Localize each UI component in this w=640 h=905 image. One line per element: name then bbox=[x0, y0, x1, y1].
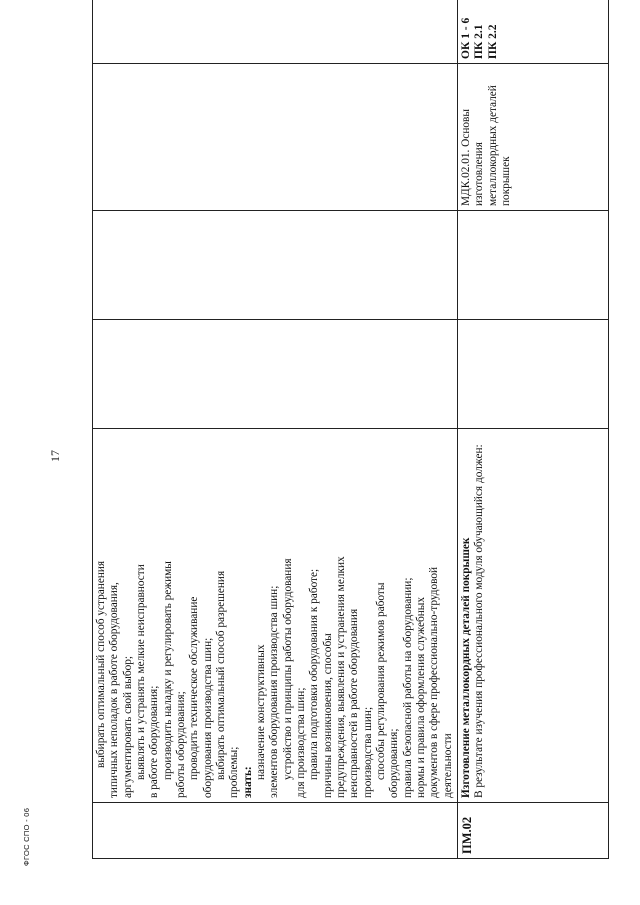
competencies-cell bbox=[93, 429, 458, 803]
module-intro: В результате изучения профессионального модуля обучающийся должен: bbox=[473, 444, 486, 798]
list-line: правила подготовки оборудования к работе; bbox=[308, 568, 321, 780]
list-line: выявлять и устранять мелкие неисправности bbox=[134, 564, 147, 780]
list-line: предупреждения, выявления и устранения мелких bbox=[334, 556, 347, 798]
list-line: проводить техническое обслуживание bbox=[188, 596, 201, 780]
code-pk-2-2: ПК 2.2 bbox=[486, 24, 499, 59]
list-line: работы оборудования; bbox=[174, 691, 187, 798]
code-pk-2-1: ПК 2.1 bbox=[473, 24, 486, 59]
list-line: выбирать оптимальный способ разрешения bbox=[214, 570, 227, 780]
list-line: оборудования; bbox=[388, 728, 401, 798]
list-line: производить наладку и регулировать режимы bbox=[161, 561, 174, 780]
list-line: аргументировать свой выбор; bbox=[121, 656, 134, 798]
list-line: оборудования производства шин; bbox=[201, 637, 214, 798]
list-line: выбирать оптимальный способ устранения bbox=[95, 560, 107, 768]
empty-cell bbox=[457, 320, 608, 429]
module-title: Изготовление металлокордных деталей покрышек bbox=[459, 537, 472, 798]
empty-cell bbox=[93, 64, 458, 211]
code-ok: ОК 1 - 6 bbox=[459, 17, 472, 59]
list-line: деятельности bbox=[441, 733, 454, 798]
module-index: ПМ.02 bbox=[457, 803, 608, 859]
table-row bbox=[93, 0, 458, 859]
list-line: типичных неполадок в работе оборудования, bbox=[108, 582, 121, 798]
footer-mark: ФГОС СПО - 06 bbox=[22, 807, 31, 866]
list-line: проблемы; bbox=[228, 746, 241, 798]
list-line: элементов оборудования производства шин; bbox=[268, 585, 281, 798]
list-line: причины возникновения, способы bbox=[321, 633, 334, 798]
know-heading: знать: bbox=[241, 766, 254, 798]
mdk-cell: МДК.02.01. Основы изготовления металлокордных деталей покрышек bbox=[457, 64, 608, 211]
list-line: производства шин; bbox=[361, 706, 374, 798]
empty-cell bbox=[457, 211, 608, 320]
codes-cell bbox=[457, 0, 608, 64]
table-row bbox=[457, 0, 608, 859]
page-number: 17 bbox=[48, 450, 62, 462]
rotated-page bbox=[92, 17, 576, 859]
list-line: для производства шин; bbox=[294, 687, 307, 798]
list-line: документов в сфере профессионально-трудовой bbox=[428, 566, 441, 798]
empty-cell bbox=[93, 211, 458, 320]
fgos-table bbox=[92, 0, 609, 859]
module-description-cell bbox=[457, 429, 608, 803]
list-line: неисправностей в работе оборудования bbox=[348, 608, 361, 798]
codes-cell-empty bbox=[93, 0, 458, 64]
index-cell-empty bbox=[93, 803, 458, 859]
list-line: в работе оборудования; bbox=[148, 685, 161, 798]
list-line: способы регулирования режимов работы bbox=[374, 582, 387, 780]
list-line: назначение конструктивных bbox=[254, 644, 267, 780]
list-line: нормы и правила оформления служебных bbox=[414, 596, 427, 798]
list-line: правила безопасной работы на оборудовании; bbox=[401, 577, 414, 798]
empty-cell bbox=[93, 320, 458, 429]
list-line: устройство и принципы работы оборудования bbox=[281, 558, 294, 780]
